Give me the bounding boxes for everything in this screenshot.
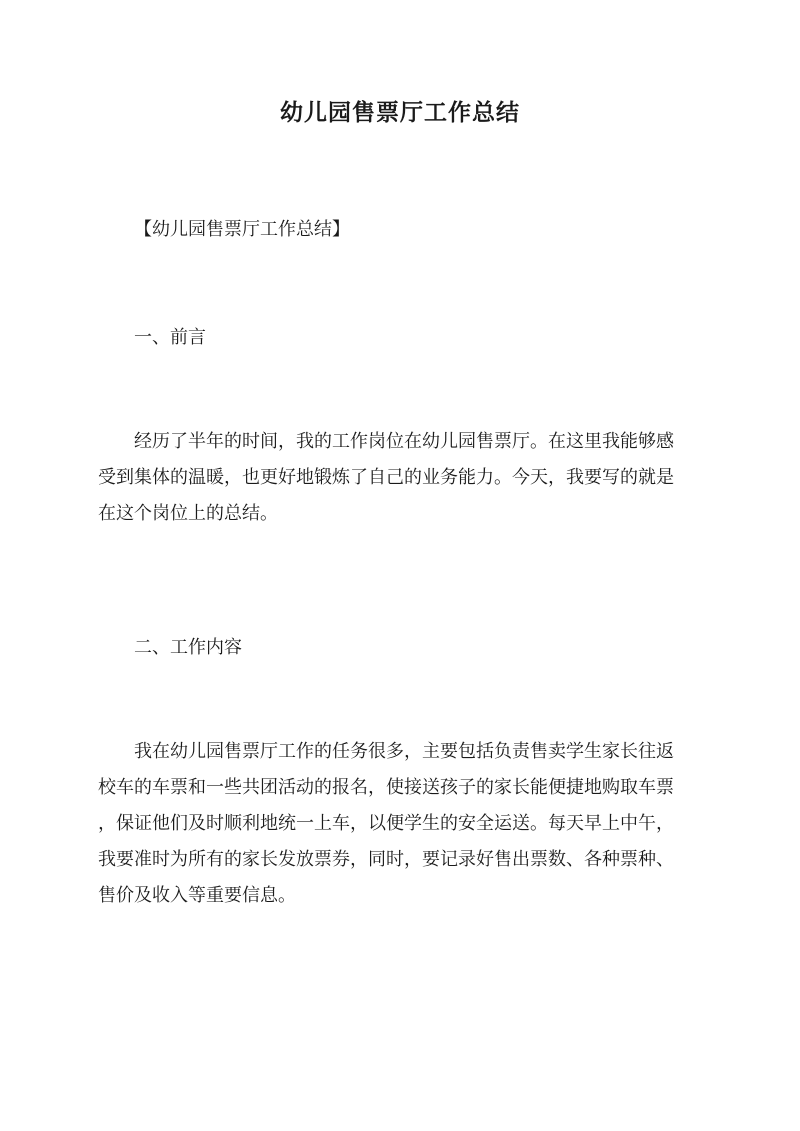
paragraph-line: 我要准时为所有的家长发放票券，同时，要记录好售出票数、各种票种、	[98, 849, 674, 870]
section-heading-work-content: 二、工作内容	[134, 637, 242, 658]
document-subtitle: 【幼儿园售票厅工作总结】	[134, 219, 350, 240]
section-heading-preface: 一、前言	[134, 327, 206, 348]
paragraph-line: 售价及收入等重要信息。	[98, 885, 296, 906]
paragraph-line: 我在幼儿园售票厅工作的任务很多，主要包括负责售卖学生家长往返	[134, 741, 674, 762]
paragraph-line: ，保证他们及时顺利地统一上车，以便学生的安全运送。每天早上中午，	[98, 813, 674, 834]
document-title: 幼儿园售票厅工作总结	[280, 99, 520, 126]
paragraph-line: 校车的车票和一些共团活动的报名，使接送孩子的家长能便捷地购取车票	[98, 777, 674, 798]
paragraph-line: 在这个岗位上的总结。	[98, 503, 278, 524]
paragraph-line: 受到集体的温暖，也更好地锻炼了自己的业务能力。今天，我要写的就是	[98, 467, 674, 488]
section-paragraph-work-content	[98, 734, 706, 914]
section-paragraph-preface	[98, 424, 706, 532]
paragraph-line: 经历了半年的时间，我的工作岗位在幼儿园售票厅。在这里我能够感	[134, 431, 674, 452]
